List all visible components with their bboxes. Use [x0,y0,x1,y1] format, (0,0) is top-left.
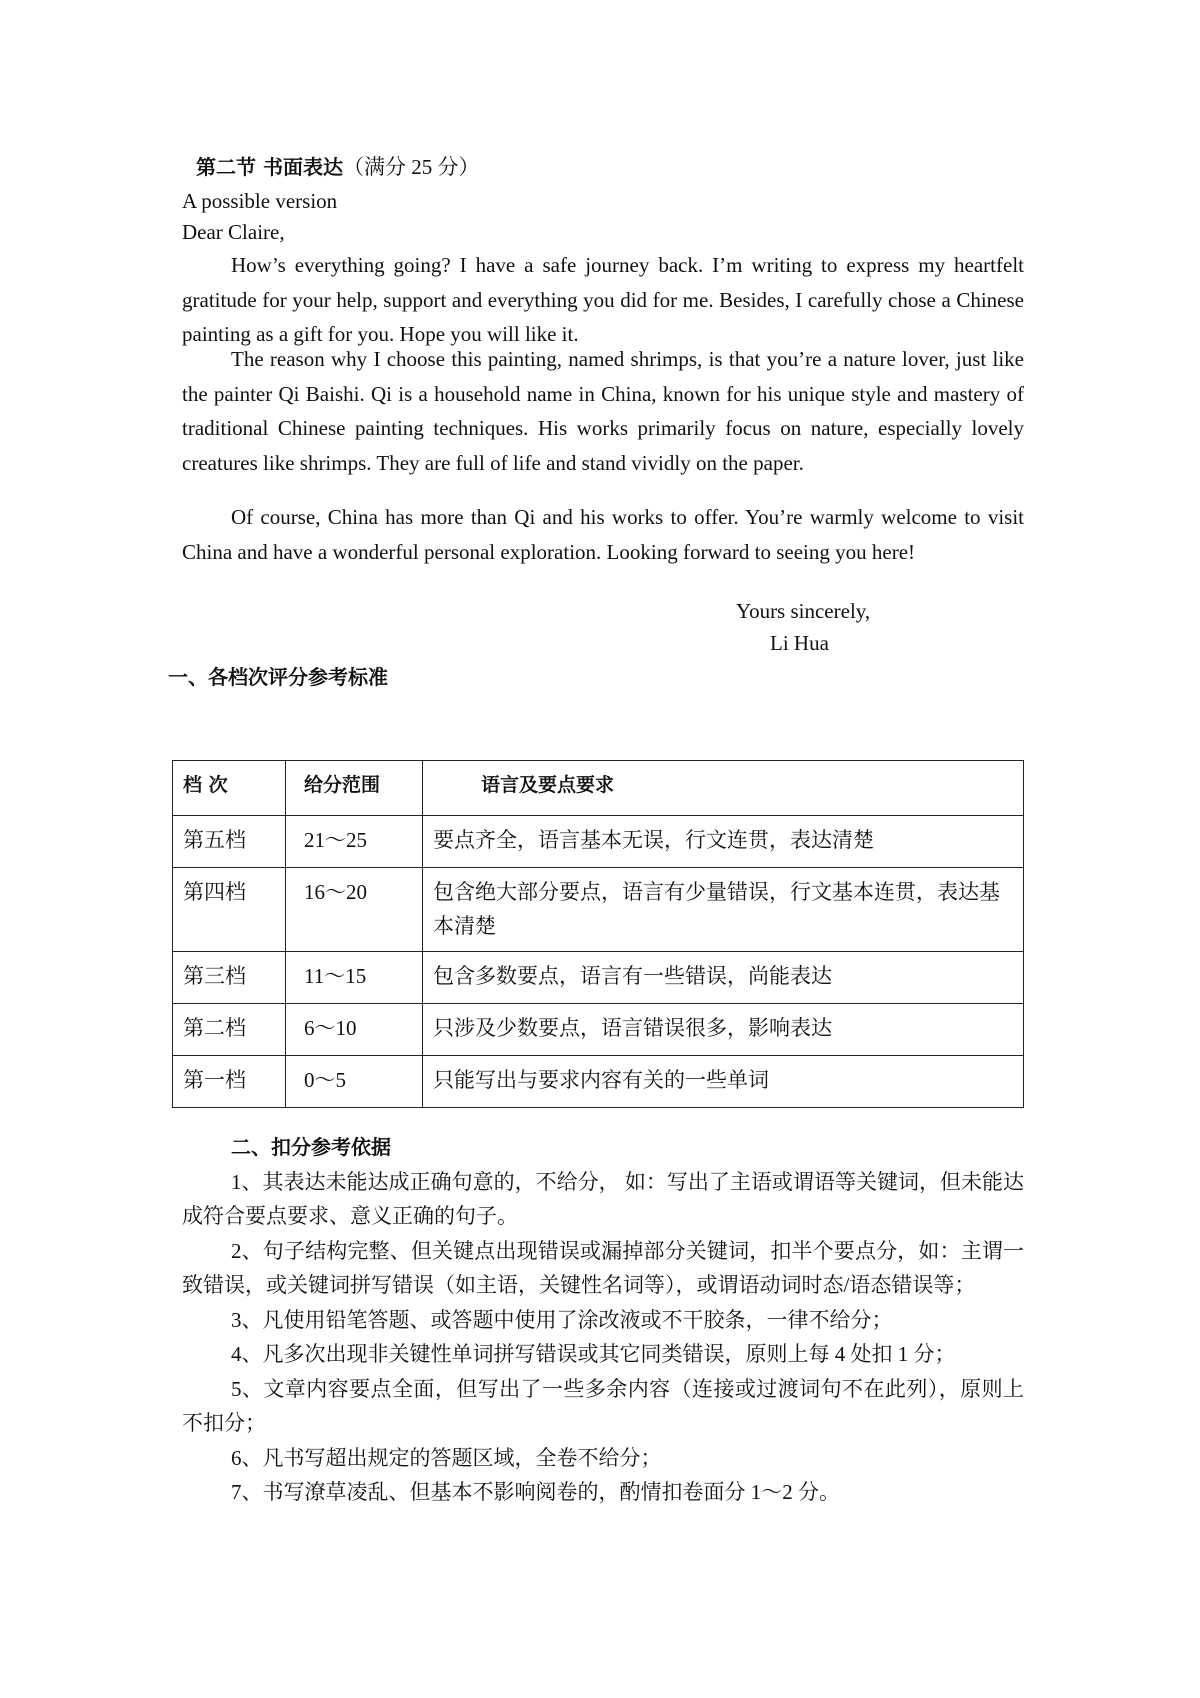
cell-requirement: 只涉及少数要点，语言错误很多，影响表达 [423,1004,1024,1056]
table-row [173,868,1024,952]
cell-requirement: 包含多数要点，语言有一些错误，尚能表达 [423,952,1024,1004]
deduction-item-3: 3、凡使用铅笔答题、或答题中使用了涂改液或不干胶条，一律不给分； [231,1307,893,1332]
cell-range: 0～5 [286,1056,423,1108]
cell-level: 第二档 [173,1004,286,1056]
deduction-item-2: 2、句子结构完整、但关键点出现错误或漏掉部分关键词，扣半个要点分，如：主谓一致错误，或关键词拼写错误（如主语，关键性名词等），或谓语动词时态/语态错误等； [182,1238,1024,1297]
deduction-rules [182,1130,1024,1510]
letter-greeting: Dear Claire, [182,220,285,244]
letter-closing: Yours sincerely, [736,599,871,623]
letter-label: A possible version [182,189,338,213]
deduction-item-6: 6、凡书写超出规定的答题区域，全卷不给分； [231,1445,662,1470]
letter-paragraph-1: How’s everything going? I have a safe journey back. I’m writing to express my heartfelt gratitude for your help, support and everything you did for me. Besides, I carefully chose a Chinese painting as a gift for you. Hope you will like it. [182,253,1024,346]
letter-signature: Li Hua [770,631,829,655]
header-level: 档 次 [173,761,286,816]
cell-level: 第一档 [173,1056,286,1108]
section-title-note: （满分 25 分） [342,155,480,179]
cell-requirement: 要点齐全，语言基本无误，行文连贯，表达清楚 [423,816,1024,868]
section-title-bold: 第二节 书面表达 [196,155,343,179]
deduction-item-5: 5、文章内容要点全面，但写出了一些多余内容（连接或过渡词句不在此列），原则上不扣分； [182,1376,1024,1435]
cell-level: 第五档 [173,816,286,868]
letter-paragraph-3: Of course, China has more than Qi and his works to offer. You’re warmly welcome to visit China and have a wonderful personal exploration. Looking forward to seeing you here! [182,505,1024,564]
table-row [173,816,1024,868]
deduction-item-4: 4、凡多次出现非关键性单词拼写错误或其它同类错误，原则上每 4 处扣 1 分； [231,1342,956,1366]
letter-paragraph-2: The reason why I choose this painting, named shrimps, is that you’re a nature lover, just like the painter Qi Baishi. Qi is a household name in China, known for his unique style and mastery of traditional Chinese painting techniques. His works primarily focus on nature, especially lovely creatures like shrimps. They are full of life and stand vividly on the paper. [182,347,1024,475]
section-title [196,150,479,184]
table-header-row [173,761,1024,816]
cell-requirement: 只能写出与要求内容有关的一些单词 [423,1056,1024,1108]
table-row [173,952,1024,1004]
cell-range: 21～25 [286,816,423,868]
cell-requirement: 包含绝大部分要点，语言有少量错误，行文基本连贯，表达基本清楚 [423,868,1024,952]
cell-range: 16～20 [286,868,423,952]
header-requirement: 语言及要点要求 [423,761,1024,816]
header-range: 给分范围 [286,761,423,816]
cell-level: 第四档 [173,868,286,952]
cell-level: 第三档 [173,952,286,1004]
deduction-item-7: 7、书写潦草凌乱、但基本不影响阅卷的，酌情扣卷面分 1～2 分。 [231,1480,840,1504]
rubric-table [172,760,1024,1108]
cell-range: 6～10 [286,1004,423,1056]
table-row [173,1056,1024,1108]
table-row [173,1004,1024,1056]
cell-range: 11～15 [286,952,423,1004]
deduction-heading: 二、扣分参考依据 [231,1135,391,1159]
deduction-item-1: 1、其表达未能达成正确句意的，不给分， 如：写出了主语或谓语等关键词，但未能达成符合要点要求、意义正确的句子。 [182,1169,1024,1228]
rubric-heading: 一、各档次评分参考标准 [168,665,388,689]
